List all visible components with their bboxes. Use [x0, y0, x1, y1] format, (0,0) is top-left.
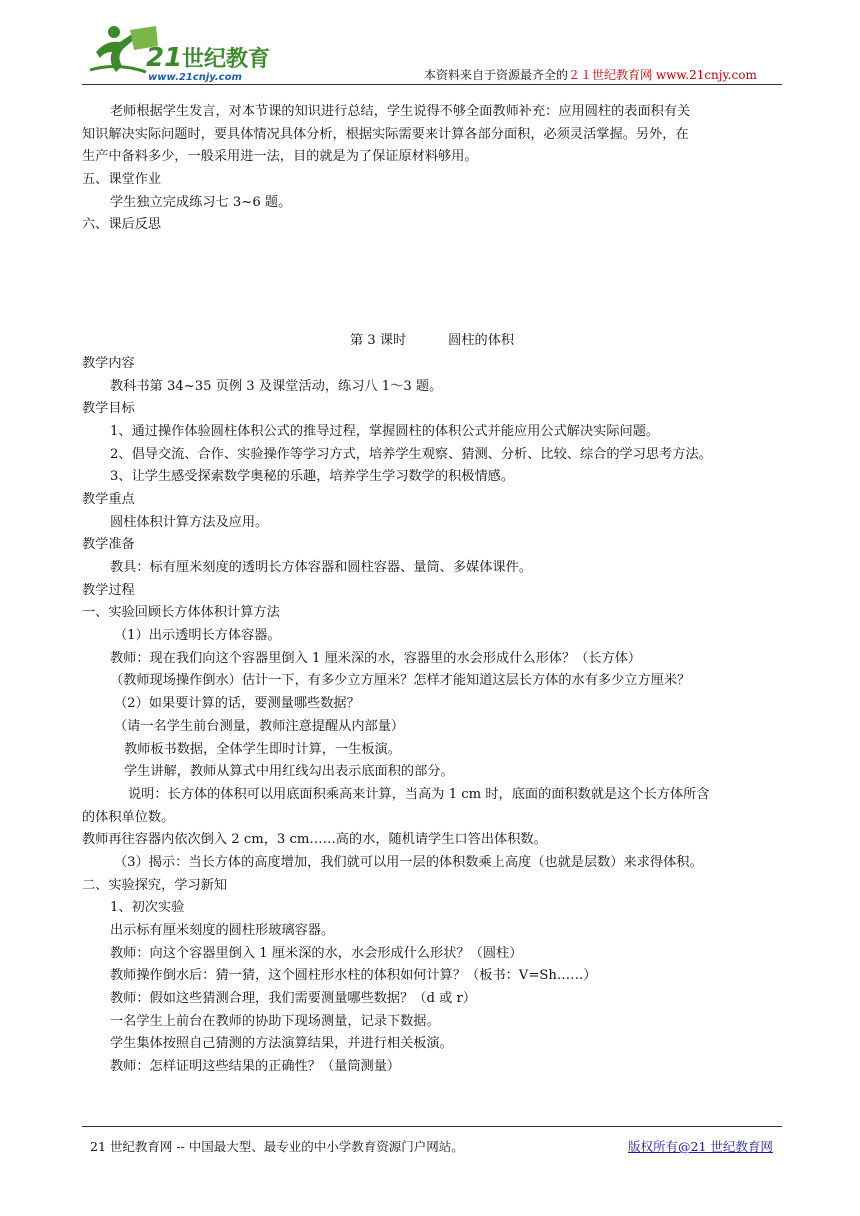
paragraph-line: （2）如果要计算的话，要测量哪些数据？ [114, 696, 360, 712]
paragraph-line: 学生集体按照自己猜测的方法演算结果，并进行相关板演。 [110, 1036, 453, 1052]
site-logo [86, 22, 286, 84]
paragraph-line: 教师操作倒水后：猜一猜，这个圆柱形水柱的体积如何计算？（板书：V=Sh……） [110, 968, 597, 984]
paragraph-line: 出示标有厘米刻度的圆柱形玻璃容器。 [110, 923, 335, 938]
paragraph-line: 教具：标有厘米刻度的透明长方体容器和圆柱容器、量筒、多媒体课件。 [110, 560, 532, 575]
paragraph-line: 教师：假如这些猜测合理，我们需要测量哪些数据？（d 或 r） [110, 991, 477, 1007]
header-url-link[interactable]: www.21cnjy.com [655, 68, 757, 82]
paragraph-line: 教师再往容器内依次倒入 2 cm，3 cm……高的水，随机请学生口答出体积数。 [82, 832, 547, 848]
paragraph-line: （教师现场操作倒水）估计一下，有多少立方厘米？怎样才能知道这层长方体的水有多少立方厘米？ [110, 673, 691, 689]
lesson-title: 第 3 课时 圆柱的体积 [349, 333, 515, 349]
paragraph-line: （1）出示透明长方体容器。 [114, 628, 281, 644]
section-heading: 五、课堂作业 [82, 172, 162, 188]
paragraph-line: 老师根据学生发言，对本节课的知识进行总结，学生说得不够全面教师补充：应用圆柱的表面积有关 [110, 104, 691, 119]
paragraph-line: 生产中备料多少，一般采用进一法，目的就是为了保证原材料够用。 [82, 149, 478, 165]
header-divider [82, 84, 782, 85]
section-heading: 教学内容 [82, 355, 135, 371]
paragraph-line: 知识解决实际问题时，要具体情况具体分析，根据实际需要来计算各部分面积，必须灵活掌握。另外，在 [82, 126, 689, 142]
paragraph-line: 教科书第 34~35 页例 3 及课堂活动，练习八 1～3 题。 [110, 378, 443, 394]
section-heading: 一、实验回顾长方体体积计算方法 [82, 605, 280, 621]
section-heading: 二、实验探究，学习新知 [82, 877, 228, 893]
paragraph-line: 圆柱体积计算方法及应用。 [110, 514, 269, 530]
section-heading: 教学过程 [82, 582, 135, 598]
paragraph-line: 一名学生上前台在教师的协助下现场测量，记录下数据。 [110, 1013, 440, 1029]
footer-site-description: 21 世纪教育网 -- 中国最大型、最专业的中小学教育资源门户网站。 [90, 1139, 464, 1154]
paragraph-line: （3）揭示：当长方体的高度增加，我们就可以用一层的体积数乘上高度（也就是层数）来求得体积。 [114, 854, 703, 870]
section-heading: 教学目标 [82, 401, 135, 417]
svg-text:21: 21 [146, 43, 183, 73]
section-heading: 教学准备 [82, 537, 135, 553]
footer-divider [82, 1126, 782, 1127]
section-heading: 六、课后反思 [82, 217, 162, 233]
header-note-prefix: 本资料来自于资源最齐全的 [424, 68, 569, 82]
paragraph-line: 教师：现在我们向这个容器里倒入 1 厘米深的水，容器里的水会形成什么形体？（长方体） [110, 650, 642, 666]
page-header [0, 0, 860, 90]
goal-item: 1、通过操作体验圆柱体积公式的推导过程，掌握圆柱的体积公式并能应用公式解决实际问题。 [110, 423, 660, 439]
header-brand-link[interactable]: ２１世纪教育网 [568, 68, 653, 82]
footer-copyright-link[interactable]: 版权所有@21 世纪教育网 [628, 1139, 773, 1154]
logo-url-text: www.21cnjy.com [148, 72, 242, 83]
paragraph-line: 1、初次实验 [110, 900, 185, 916]
paragraph-line: 说明：长方体的体积可以用底面积乘高来计算，当高为 1 cm 时，底面的面积数就是这个长方体所含 [128, 786, 710, 802]
paragraph-line: 学生讲解，教师从算式中用红线勾出表示底面积的部分。 [124, 764, 454, 780]
paragraph-line: 的体积单位数。 [82, 809, 175, 825]
paragraph-line: 教师：向这个容器里倒入 1 厘米深的水，水会形成什么形状？（圆柱） [110, 945, 523, 961]
header-source-note [424, 66, 757, 83]
paragraph-line: （请一名学生前台测量，教师注意提醒从内部量） [114, 718, 405, 734]
paragraph-line: 教师：怎样证明这些结果的正确性？（量筒测量） [110, 1059, 401, 1075]
paragraph-line: 教师板书数据，全体学生即时计算，一生板演。 [124, 741, 401, 757]
document-body [82, 101, 782, 1079]
goal-item: 2、倡导交流、合作、实验操作等学习方式，培养学生观察、猜测、分析、比较、综合的学习思考方法。 [110, 446, 712, 462]
goal-item: 3、让学生感受探索数学奥秘的乐趣，培养学生学习数学的积极情感。 [110, 469, 515, 485]
paragraph-line: 学生独立完成练习七 3~6 题。 [110, 194, 292, 210]
section-heading: 教学重点 [82, 491, 135, 507]
svg-text:世纪教育: 世纪教育 [182, 47, 271, 72]
